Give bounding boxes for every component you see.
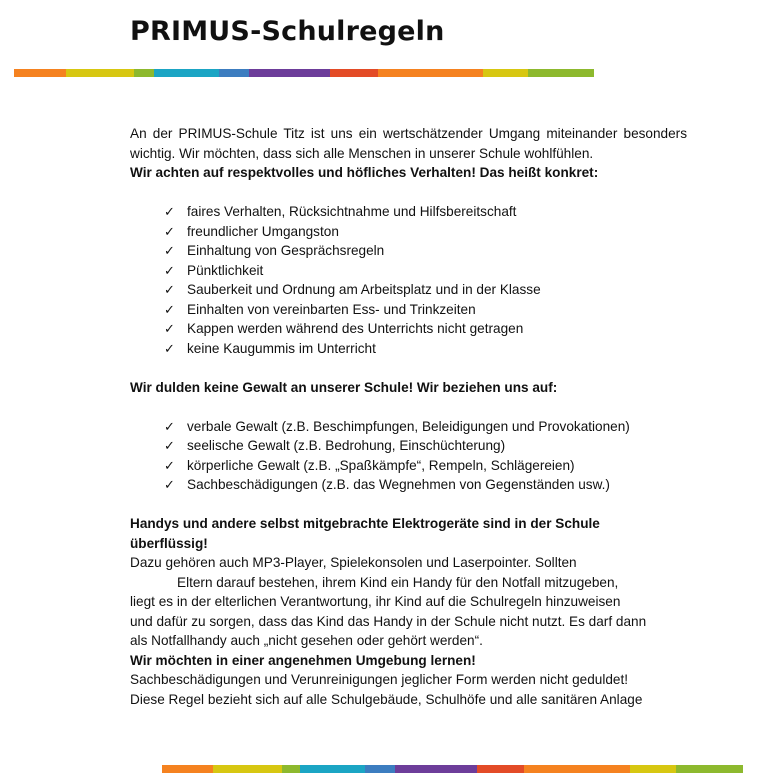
stripe-segment	[524, 765, 630, 773]
list-item	[130, 222, 687, 242]
list-item-text: Kappen werden während des Unterrichts nicht getragen	[187, 321, 524, 336]
devices-text-line: und dafür zu sorgen, dass das Kind das Handy in der Schule nicht nutzt. Es darf dann	[130, 613, 647, 629]
list-item	[130, 202, 687, 222]
check-icon: ✓	[164, 477, 175, 492]
stripe-segment	[134, 69, 154, 77]
stripe-segment	[282, 765, 300, 773]
devices-text-line: Eltern darauf bestehen, ihrem Kind ein Handy für den Notfall mitzugeben,	[177, 574, 619, 590]
stripe-segment	[528, 69, 594, 77]
section-heading-violence: Wir dulden keine Gewalt an unserer Schule! Wir beziehen uns auf:	[130, 379, 558, 395]
devices-text-line: Dazu gehören auch MP3-Player, Spielekonsolen und Laserpointer. Sollten	[130, 555, 577, 570]
check-icon: ✓	[164, 418, 175, 434]
check-icon: ✓	[164, 457, 175, 473]
stripe-segment	[630, 765, 676, 773]
stripe-segment	[300, 765, 365, 773]
check-icon: ✓	[164, 321, 175, 336]
environment-text-line: Sachbeschädigungen und Verunreinigungen jeglicher Form werden nicht geduldet!	[130, 672, 629, 687]
rules-document	[130, 124, 687, 709]
section-heading-devices-cont: überflüssig!	[130, 535, 208, 551]
list-item-text: Einhaltung von Gesprächsregeln	[187, 243, 385, 258]
list-item	[130, 241, 687, 261]
list-item-text: Pünktlichkeit	[187, 262, 264, 278]
list-item	[130, 261, 687, 281]
list-item-text: freundlicher Umgangston	[187, 223, 339, 239]
list-item-text: körperliche Gewalt (z.B. „Spaßkämpfe“, Rempeln, Schlägereien)	[187, 457, 575, 473]
check-icon: ✓	[164, 262, 175, 278]
check-icon: ✓	[164, 204, 175, 219]
devices-text-line: als Notfallhandy auch „nicht gesehen oder gehört werden“.	[130, 633, 483, 648]
section-heading-environment: Wir möchten in einer angenehmen Umgebung lernen!	[130, 652, 476, 668]
check-icon: ✓	[164, 243, 175, 258]
stripe-segment	[14, 69, 66, 77]
violence-list	[130, 417, 687, 495]
list-item	[130, 280, 687, 300]
check-icon: ✓	[164, 223, 175, 239]
list-item-text: Sauberkeit und Ordnung am Arbeitsplatz und in der Klasse	[187, 282, 541, 297]
environment-text-line: Diese Regel bezieht sich auf alle Schulgebäude, Schulhöfe und alle sanitären Anlage	[130, 691, 643, 707]
list-item	[130, 300, 687, 320]
stripe-segment	[378, 69, 483, 77]
list-item	[130, 456, 687, 476]
check-icon: ✓	[164, 301, 175, 317]
list-item-text: seelische Gewalt (z.B. Bedrohung, Einschüchterung)	[187, 438, 506, 453]
check-icon: ✓	[164, 340, 175, 356]
stripe-segment	[365, 765, 395, 773]
section-heading-devices: Handys und andere selbst mitgebrachte Elektrogeräte sind in der Schule	[130, 516, 600, 531]
stripe-segment	[477, 765, 524, 773]
color-stripe-bottom	[162, 765, 743, 773]
list-item	[130, 319, 687, 339]
stripe-segment	[395, 765, 477, 773]
behavior-rules-list	[130, 202, 687, 358]
section-heading-behavior: Wir achten auf respektvolles und höfliches Verhalten! Das heißt konkret:	[130, 165, 599, 180]
stripe-segment	[219, 69, 249, 77]
check-icon: ✓	[164, 438, 175, 453]
list-item-text: Sachbeschädigungen (z.B. das Wegnehmen von Gegenständen usw.)	[187, 477, 610, 492]
list-item-text: faires Verhalten, Rücksichtnahme und Hilfsbereitschaft	[187, 204, 517, 219]
stripe-segment	[330, 69, 378, 77]
list-item	[130, 475, 687, 495]
color-stripe-top	[14, 69, 594, 77]
list-item-text: verbale Gewalt (z.B. Beschimpfungen, Beleidigungen und Provokationen)	[187, 418, 630, 434]
devices-text-line: liegt es in der elterlichen Verantwortung, ihr Kind auf die Schulregeln hinzuweisen	[130, 594, 621, 609]
list-item-text: keine Kaugummis im Unterricht	[187, 340, 376, 356]
stripe-segment	[213, 765, 282, 773]
stripe-segment	[162, 765, 213, 773]
list-item	[130, 417, 687, 437]
list-item-text: Einhalten von vereinbarten Ess- und Trinkzeiten	[187, 301, 476, 317]
stripe-segment	[154, 69, 219, 77]
list-item	[130, 339, 687, 359]
stripe-segment	[249, 69, 330, 77]
stripe-segment	[483, 69, 528, 77]
intro-paragraph: An der PRIMUS-Schule Titz ist uns ein wertschätzender Umgang miteinander besonders wichtig. Wir möchten, dass sich alle Menschen in unserer Schule wohlfühlen.	[130, 126, 687, 161]
stripe-segment	[66, 69, 134, 77]
check-icon: ✓	[164, 282, 175, 297]
page-title: PRIMUS-Schulregeln	[130, 16, 445, 47]
list-item	[130, 436, 687, 456]
stripe-segment	[676, 765, 743, 773]
